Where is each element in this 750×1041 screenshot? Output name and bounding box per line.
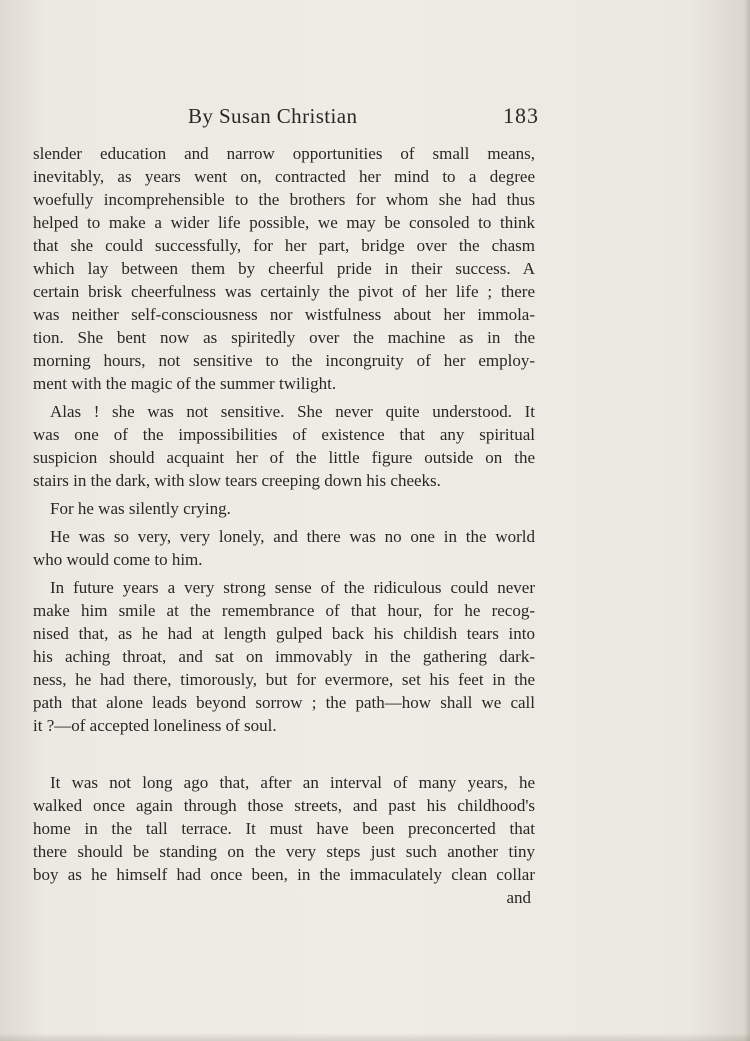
paragraph bbox=[33, 525, 535, 571]
text-line: Alas ! she was not sensitive. She never quite understood. It bbox=[50, 402, 535, 421]
text-line: was one of the impossibilities of existence that any spiritual bbox=[33, 425, 535, 444]
paragraph bbox=[33, 771, 535, 886]
paragraph bbox=[33, 400, 535, 492]
page-edge-shadow bbox=[744, 0, 750, 1041]
text-line: morning hours, not sensitive to the incongruity of her employ- bbox=[33, 351, 535, 370]
running-head bbox=[33, 100, 541, 134]
text-line: slender education and narrow opportunities of small means, bbox=[33, 144, 535, 163]
body-text bbox=[33, 142, 535, 909]
paragraph bbox=[33, 497, 535, 520]
text-line: suspicion should acquaint her of the little figure outside on the bbox=[33, 448, 535, 467]
text-line: it ?—of accepted loneliness of soul. bbox=[33, 716, 277, 735]
text-line: home in the tall terrace. It must have been preconcerted that bbox=[33, 819, 535, 838]
text-line: stairs in the dark, with slow tears creeping down his cheeks. bbox=[33, 471, 441, 490]
text-line: helped to make a wider life possible, we may be consoled to think bbox=[33, 213, 535, 232]
text-line: boy as he himself had once been, in the immaculately clean collar bbox=[33, 865, 535, 884]
text-line: that she could successfully, for her part, bridge over the chasm bbox=[33, 236, 535, 255]
paragraph bbox=[33, 576, 535, 737]
text-line: his aching throat, and sat on immovably in the gathering dark- bbox=[33, 647, 535, 666]
text-line: ment with the magic of the summer twilight. bbox=[33, 374, 337, 393]
text-line: woefully incomprehensible to the brothers for whom she had thus bbox=[33, 190, 535, 209]
paragraph bbox=[33, 142, 535, 395]
page-number: 183 bbox=[503, 103, 539, 128]
section-break bbox=[33, 737, 535, 771]
running-title: By Susan Christian bbox=[188, 104, 358, 128]
text-line: In future years a very strong sense of the ridiculous could never bbox=[50, 578, 535, 597]
text-line: For he was silently crying. bbox=[50, 499, 231, 518]
text-line: He was so very, very lonely, and there was no one in the world bbox=[50, 527, 535, 546]
text-line: walked once again through those streets, and past his childhood's bbox=[33, 796, 535, 815]
text-line: ness, he had there, timorously, but for evermore, set his feet in the bbox=[33, 670, 535, 689]
text-line: It was not long ago that, after an interval of many years, he bbox=[50, 773, 535, 792]
text-line: there should be standing on the very steps just such another tiny bbox=[33, 842, 535, 861]
text-line: which lay between them by cheerful pride in their success. A bbox=[33, 259, 535, 278]
text-line: certain brisk cheerfulness was certainly the pivot of her life ; there bbox=[33, 282, 535, 301]
text-line: nised that, as he had at length gulped back his childish tears into bbox=[33, 624, 535, 643]
text-line: path that alone leads beyond sorrow ; the path—how shall we call bbox=[33, 693, 535, 712]
text-line: was neither self-consciousness nor wistfulness about her immola- bbox=[33, 305, 535, 324]
page-bottom-shadow bbox=[0, 1033, 750, 1041]
catchword: and bbox=[506, 888, 531, 907]
text-line: inevitably, as years went on, contracted her mind to a degree bbox=[33, 167, 535, 186]
text-line: who would come to him. bbox=[33, 550, 203, 569]
text-line: make him smile at the remembrance of that hour, for he recog- bbox=[33, 601, 535, 620]
text-line: tion. She bent now as spiritedly over the machine as in the bbox=[33, 328, 535, 347]
